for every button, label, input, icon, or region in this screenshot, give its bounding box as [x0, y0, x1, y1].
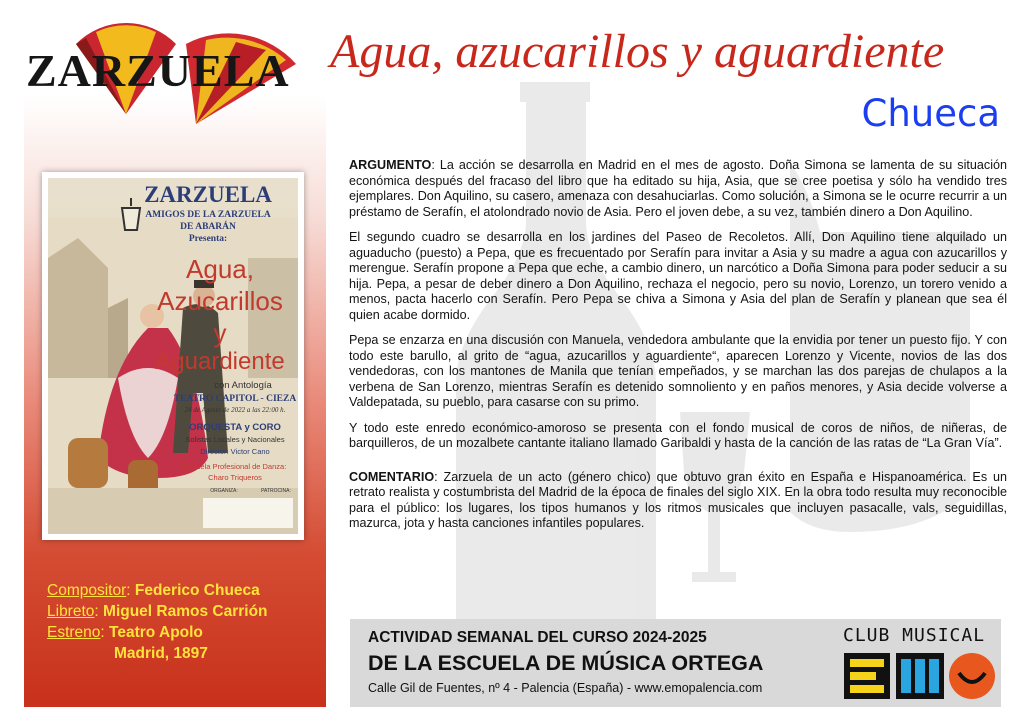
footer-banner: [350, 619, 1001, 707]
poster-venue: TEATRO CAPITOL - CIEZA: [173, 394, 297, 404]
credit-label: Compositor: [47, 582, 127, 599]
credit-compositor: Compositor: Federico Chueca: [47, 582, 260, 599]
poster-line: Presenta:: [188, 234, 228, 244]
credit-estreno: Estreno: Teatro Apolo: [47, 624, 203, 641]
poster-line: Director: Victor Cano: [200, 447, 270, 456]
credit-estreno-place: [47, 643, 268, 664]
credit-label: Libreto: [47, 603, 95, 620]
argumento-label: ARGUMENTO: [349, 158, 432, 172]
poster-title: Azucarillos: [157, 286, 283, 316]
poster-line: Solistas Locales y Nacionales: [185, 435, 285, 444]
credit-label: Estreno: [47, 624, 101, 641]
poster-line: Charo Triqueros: [208, 473, 262, 482]
article-body: [349, 158, 1007, 542]
poster-title: y: [213, 318, 227, 348]
credit-value: Miguel Ramos Carrión: [103, 603, 268, 620]
poster-line: con Antología: [214, 380, 272, 391]
page-title: Agua, azucarillos y aguardiente: [330, 25, 945, 78]
footer-school: DE LA ESCUELA DE MÚSICA ORTEGA: [368, 651, 764, 675]
comentario-paragraph: [349, 470, 1007, 532]
argumento-paragraph: [349, 158, 1007, 220]
credit-value: Madrid, 1897: [114, 645, 208, 662]
credits-block: [47, 580, 268, 664]
poster-line: DE ABARÁN: [180, 222, 236, 232]
poster-line: ORGANIZA:: [210, 488, 238, 494]
club-musical-label: CLUB MUSICAL: [843, 625, 986, 646]
footer-activity: ACTIVIDAD SEMANAL DEL CURSO 2024-2025: [368, 629, 707, 646]
credit-libreto: Libreto: Miguel Ramos Carrión: [47, 603, 268, 620]
composer-name: Chueca: [861, 92, 1000, 135]
footer-address: Calle Gil de Fuentes, nº 4 - Palencia (España) - www.emopalencia.com: [368, 681, 763, 695]
credit-value: Federico Chueca: [134, 582, 260, 599]
logo-wordmark: ZARZUELA: [26, 45, 290, 96]
poster-title: Aguardiente: [155, 348, 285, 375]
poster-title: Agua,: [186, 254, 254, 284]
argumento-paragraph: El segundo cuadro se desarrolla en los jardines del Paseo de Recoletos. Allí, Don Aquilino tiene alquilado un aguaducho (puesto) a Pepa, que es frecuentado por Serafín para invitar a Asia y su madre a agua con azucarillos y merengue. Serafín propone a Pepa que eche, a cambio dinero, un narcótico a Doña Simona para poder seducir a su hija. Pepa, a pesar de deber dinero a Don Aquilino, rechaza el negocio, pero su novio, Lorenzo, un torero venido a menos, pacta hacerlo con Serafín. Pero Pepa se chiva a Simona y Asia del plan de Serafín y planean que sea él quien acabe dormido.: [349, 230, 1007, 322]
argumento-paragraph: Pepa se enzarza en una discusión con Manuela, vendedora ambulante que la envidia por tener un puesto fijo. Y con todo este barullo, al grito de “agua, azucarillos y aguardiente“, aparecen Lorenzo y Vicente, novios de las dos vendedoras, con los mantones de Manila que tenían empeñados, y se marchan las dos parejas de chulapos a la verbena de San Lorenzo, mientras Serafín es detenido somnoliento y en paños menores, y Asia decide volverse a Valdepatada, su pueblo, para casarse con su primo.: [349, 333, 1007, 409]
lantern-icon: [120, 198, 142, 238]
poster-line: Escuela Profesional de Danza:: [183, 462, 287, 471]
credit-value: Teatro Apolo: [109, 624, 203, 641]
poster-heading: ZARZUELA: [144, 182, 272, 207]
emo-logo-icon: [844, 651, 996, 701]
poster-inner: [48, 178, 298, 534]
comentario-text: : Zarzuela de un acto (género chico) que obtuvo gran éxito en España e Hispanoamérica. Es un retrato realista y costumbrista del Madrid de la época de finales del siglo XIX. En la obra todo resulta muy reconocible para el público: los lugares, los tipos humanos y los ritmos musicales que incluyen pasacalle, vals, seguidillas, mazurca, jota y hasta canciones infantiles populares.: [349, 469, 1007, 530]
event-poster: [42, 172, 304, 540]
poster-line: AMIGOS DE LA ZARZUELA: [145, 210, 271, 220]
poster-date: 24 de Agosto de 2022 a las 22:00 h.: [184, 406, 286, 414]
comentario-label: COMENTARIO: [349, 469, 435, 484]
argumento-text: : La acción se desarrolla en Madrid en el mes de agosto. Doña Simona se lamenta de su situación económica después del fracaso del libro que ha editado su hija, Asia, que se cree poetisa y sólo ha vendido tres ejemplares. Don Aquilino, su casero, amenaza con desahuciarlas. Como solución, a Simona se le ocurre recurrir a un préstamo de Serafín, el atolondrado novio de Asia. Pero el joven debe, a su vez, también dinero a Don Aquilino.: [349, 158, 1007, 219]
poster-line: ORQUESTA y CORO: [189, 422, 281, 433]
poster-line: PATROCINA:: [261, 488, 291, 494]
zarzuela-logo: [26, 10, 326, 130]
argumento-paragraph: Y todo este enredo económico-amoroso se presenta con el fondo musical de coros de niños, de niñeras, de barquilleros, de un mozalbete cantante italiano llamado Garibaldi y hasta de la canción de las ratas de “La Gran Vía”.: [349, 420, 1007, 450]
